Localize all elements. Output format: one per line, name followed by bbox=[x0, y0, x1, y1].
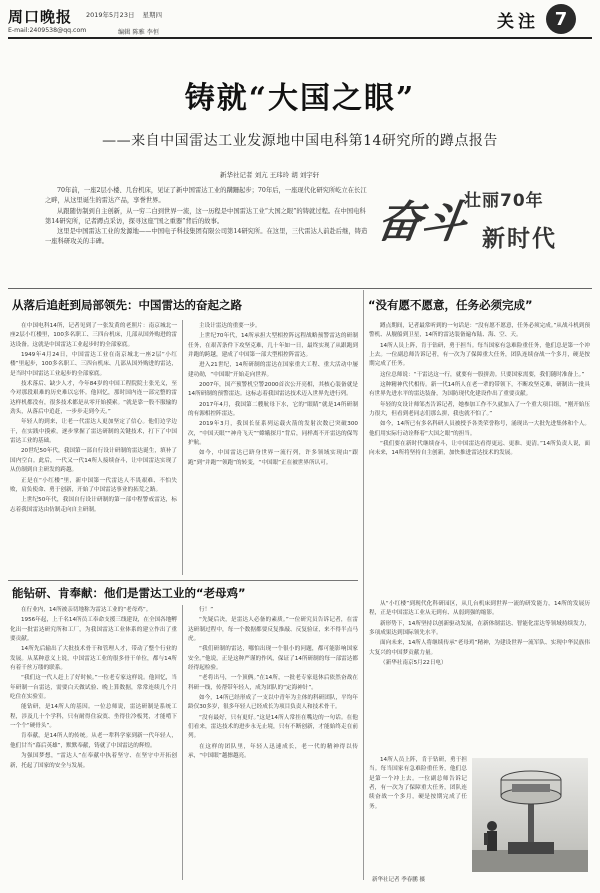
masthead-rule bbox=[8, 37, 592, 39]
anniversary-logo bbox=[373, 178, 588, 270]
paragraph: 正是在“小红楼”里，新中国第一代雷达人不畏艰难、不怕失败，肩负使命、勇于创新，开始了中国雷达事业的拓荒之路。 bbox=[10, 477, 177, 493]
article-column-7 bbox=[369, 756, 467, 868]
paragraph: 在中国电科14所，记者见到了一张发黄的老照片：南京城北一座2层小红楼里，100多名职工、三四台机床，几部从国外购进的雷达设备。这就是中国雷达工业起步时的全部家底。 bbox=[10, 323, 177, 348]
paragraph: “老将出马，一个顶俩。”在14所，一批老专家退休后依然奋战在科研一线，传帮带年轻人，成为团队的“定海神针”。 bbox=[188, 675, 358, 691]
paragraph: 为强国梦想，“雷达人”在奉献中执着坚守、在坚守中开拓创新，托起了国家的安全与发展。 bbox=[10, 753, 177, 769]
radar-photo bbox=[472, 758, 588, 872]
logo-line-1: 壮丽70年 bbox=[464, 191, 544, 211]
paragraph: 主设计雷达的重要一步。 bbox=[199, 323, 261, 329]
photo-caption: 新华社记者 季春鹏 摄 bbox=[372, 877, 425, 883]
paragraph: 年轻人的到来，让老一代雷达人更加坚定了信心。他们边学边干，在实践中摸索，逐步掌握了雷达研制的关键技术，打下了中国雷达工业的基础。 bbox=[10, 419, 177, 445]
logo-calligraphy: 奋斗 bbox=[373, 197, 469, 248]
paragraph: 面向未来，14所人将继续传承“老母鸡”精神，为建设世界一流军队、实现中华民族伟大复兴的中国梦贡献力量。 bbox=[369, 640, 590, 656]
email-text: E-mail:2409538@qq.com bbox=[8, 27, 87, 34]
paragraph: 2007年，国产预警机空警2000首次公开亮相，其核心装备就是14所研制的预警雷达。这标志着我国雷达技术迈入世界先进行列。 bbox=[188, 382, 358, 398]
paragraph: “我们这一代人赶上了好时候。”一位老专家这样说。他回忆，当年研制一台雷达，需要白天做试验、晚上算数据，常常连续几个月吃住在实验室。 bbox=[10, 675, 177, 701]
paragraph: 上世纪70年代，14所承担大型相控阵远程战略预警雷达的研制任务，在艰苦条件下攻坚克难，几十年如一日，最终实现了从跟跑到并跑的跨越，建成了中国第一部大型相控阵雷达。 bbox=[188, 333, 358, 359]
paragraph: 新形势下，14所坚持以创新驱动发展，在新体制雷达、智能化雷达等领域持续发力，多项成果达到国际领先水平。 bbox=[369, 620, 590, 637]
article-column-6 bbox=[369, 600, 590, 750]
paragraph: 能钻研，是14所人的基因。一位总师说，雷达研制是系统工程，涉及几十个学科，只有耐得住寂寞、坐得住冷板凳，才能啃下一个个“硬骨头”。 bbox=[10, 704, 177, 730]
paragraph: 20世纪50年代，我国第一部自行设计研制的雷达诞生，填补了国内空白。此后，一代又一代14所人接续奋斗，让中国雷达实现了从仿制到自主研发的跨越。 bbox=[10, 448, 177, 474]
section-label: 关注 bbox=[497, 12, 539, 32]
headline: 铸就“大国之眼” bbox=[184, 81, 416, 116]
article-column-4 bbox=[188, 606, 358, 878]
paragraph: 14所人员上阵，肯于钻研，勇于担当。每当国家有急难险重任务，他们总是第一个冲上去。一位副总师告诉记者，有一次为了保障重大任务，团队连续奋战一个多月，硬是按期完成了任务。 bbox=[369, 342, 590, 368]
weekday-text: 星期四 bbox=[142, 11, 163, 19]
paragraph: “先疑后决，是雷达人必备的素质。”一位研究员告诉记者，在雷达研制过程中，每一个数据都要反复推敲、反复验证，来不得半点马虎。 bbox=[188, 617, 358, 643]
editor-line: 编辑 陈雅 李恒 bbox=[118, 29, 160, 36]
date-text: 2019年5月23日 bbox=[86, 11, 135, 19]
paragraph: 如今，14所已有多名科研人员被授予各类荣誉称号，涌现出一大批先进集体和个人。他们用实际行动诠释着“大国之眼”的担当。 bbox=[369, 421, 590, 437]
paragraph: 1956年起，上千名14所员工奉命支援三线建设，在全国各地孵化出一批雷达研究所和工厂，为我国雷达工业体系的建立作出了重要贡献。 bbox=[10, 617, 177, 643]
paragraph: “我们研制的雷达，哪怕出现一个很小的问题，都可能影响国家安全。”他说，正是这种严谨的作风，保证了14所研制的每一部雷达都经得起检验。 bbox=[188, 646, 358, 672]
intro-paragraph bbox=[45, 186, 370, 248]
paragraph: “我们要在新时代继续奋斗，让中国雷达看得更远、更准、更清。”14所负责人说，面向未来，14所将坚持自主创新，加快推进雷达技术的发展。 bbox=[369, 441, 590, 457]
paragraph: 14所先后输出了大批技术骨干和管理人才，带动了整个行业的发展。从某种意义上说，中国雷达工业的很多骨干单位，都与14所有着千丝万缕的联系。 bbox=[10, 646, 177, 672]
column-rule bbox=[182, 320, 183, 575]
paragraph: 2017年4月，我国第二艘航母下水，它的“眼睛”就是14所研制的有源相控阵雷达。 bbox=[188, 401, 358, 418]
paragraph: （新华社南京5月22日电） bbox=[380, 660, 447, 667]
article-column-3 bbox=[10, 606, 177, 878]
paragraph: 14所人员上阵，肯于钻研，勇于担当。每当国家有急难险重任务，他们总是第一个冲上去。一位副总师告诉记者，有一次为了保障重大任务，团队连续奋战一个多月，硬是按期完成了任务。 bbox=[369, 757, 467, 810]
article-column-1 bbox=[10, 322, 177, 574]
article-column-5 bbox=[369, 322, 590, 594]
paragraph: 上世纪50年代，我国自行设计研制的第一部中程警戒雷达，标志着我国雷达由仿制走向自主研制。 bbox=[10, 497, 177, 513]
paragraph: 在行业内，14所被亲切地称为雷达工业的“老母鸡”。 bbox=[21, 607, 152, 613]
section-divider-left bbox=[8, 580, 358, 581]
paragraph: 在这样的团队里，年轻人迅速成长，老一代的精神得以传承，“中国眼”越擦越亮。 bbox=[188, 743, 358, 760]
paragraph: 如今，14所已经形成了一支以中青年为主体的科研团队，平均年龄仅30多岁，很多年轻人已经成长为项目负责人和技术骨干。 bbox=[188, 695, 358, 711]
newspaper-logo: 周口晚报 bbox=[8, 8, 73, 26]
paragraph: 进入21世纪，14所研制的雷达在国家重大工程、重大活动中屡建功勋，“中国眼”开始走向世界。 bbox=[188, 362, 358, 378]
paragraph: 2019年3月，我国长征系列运载火箭的发射次数已突破300次，“中国天眼”“神舟飞天”“嫦娥探月”背后，同样离不开雷达的保驾护航。 bbox=[188, 421, 358, 447]
paragraph: 这位总师说：“干雷达这一行，就要有一股拼劲。只要国家需要，我们随时准备上。” bbox=[380, 371, 585, 378]
paragraph: 年轻的女设计师邹杰告诉记者，她参加工作不久就加入了一个重大项目组，“刚开始压力很大，但看到老同志们那么拼，我也就不怕了。” bbox=[369, 401, 590, 418]
section-divider bbox=[8, 288, 592, 289]
radar-photo-illustration bbox=[472, 758, 588, 872]
column-rule bbox=[363, 290, 364, 880]
paragraph: “没有最好，只有更好。”这是14所人常挂在嘴边的一句话。在他们看来，雷达技术的进步永无止境，只有不断创新，才能始终走在前列。 bbox=[188, 714, 358, 740]
subheadline: ——来自中国雷达工业发源地中国电科第14研究所的蹲点报告 bbox=[102, 133, 498, 149]
paragraph: 技术落后、缺少人才，今年84岁的中国工程院院士张光义，至今对那段艰难的历史难以忘怀。他回忆，那时国内连一部完整的雷达样机都没有，很多技术都是从零开始摸索。“就是靠一股不服输的劲头，从落后中追赶，一步步走到今天。” bbox=[10, 381, 177, 416]
paragraph: 从“小红楼”到现代化科研园区，从几台机床到世界一流的研发能力，14所的发展历程，正是中国雷达工业从无到有、从弱到强的缩影。 bbox=[369, 601, 590, 617]
page-number-badge: 7 bbox=[546, 4, 576, 34]
paragraph: 行！” bbox=[199, 607, 214, 613]
paragraph: 蹲点期间，记者最常听到的一句话是：“没有愿不愿意，任务必须完成。”从战斗机到预警机、从舰船到卫星，14所的雷达装备遍布陆、海、空、天。 bbox=[369, 323, 590, 339]
paragraph: 这种精神代代相传。新一代14所人在老一辈的带领下，不断攻坚克难，研制出一批具有世界先进水平的雷达装备，为国防现代化建设作出了重要贡献。 bbox=[369, 382, 590, 398]
column-rule bbox=[182, 605, 183, 880]
paragraph: 肯奉献，是14所人的传统。从老一辈科学家到新一代年轻人，他们甘当“幕后英雄”，默默奉献，铸就了中国雷达的辉煌。 bbox=[10, 733, 177, 749]
paragraph: 1949年4月24日，中国雷达工业在南京城北一座2层“小红楼”里起步，100多名职工、三四台机床、几部从国外购进的雷达，是当时中国雷达工业起步的全部家底。 bbox=[10, 352, 177, 377]
intro-line: 这里是中国雷达工业的发源地——中国电子科技集团有限公司第14研究所。在这里，三代雷达人前赴后继，铸造一座科研攻关的丰碑。 bbox=[45, 228, 368, 246]
section-title-2: 能钻研、肯奉献：他们是雷达工业的“老母鸡” bbox=[12, 586, 246, 600]
byline: 新华社记者 刘亢 王玮玲 胡 刘宇轩 bbox=[220, 171, 320, 179]
intro-line: 70年前，一座2层小楼、几台机床，见证了新中国雷达工业的蹒跚起步；70年后，一座现代化研究所屹立在长江之畔，从这里诞生的雷达产品，享誉世界。 bbox=[45, 187, 367, 205]
logo-line-2: 新时代 bbox=[482, 226, 557, 252]
section-title-1: 从落后追赶到局部领先：中国雷达的奋起之路 bbox=[12, 298, 242, 312]
paragraph: 如今，中国雷达已跻身世界一流行列，许多领域实现由“跟跑”到“并跑”“领跑”的转变，“中国眼”正在被世界所认可。 bbox=[188, 450, 358, 466]
article-column-2 bbox=[188, 322, 358, 574]
intro-line: 从跟随仿制到自主创新，从一穷二白到世界一流，这一历程是中国雷达工业“大国之眼”的铸就过程。在中国电科第14研究所，记者蹲点采访，探寻这座“国之重器”背后的故事。 bbox=[45, 207, 366, 225]
section-title-3: “没有愿不愿意，任务必须完成” bbox=[368, 298, 533, 312]
issue-date bbox=[86, 10, 162, 19]
